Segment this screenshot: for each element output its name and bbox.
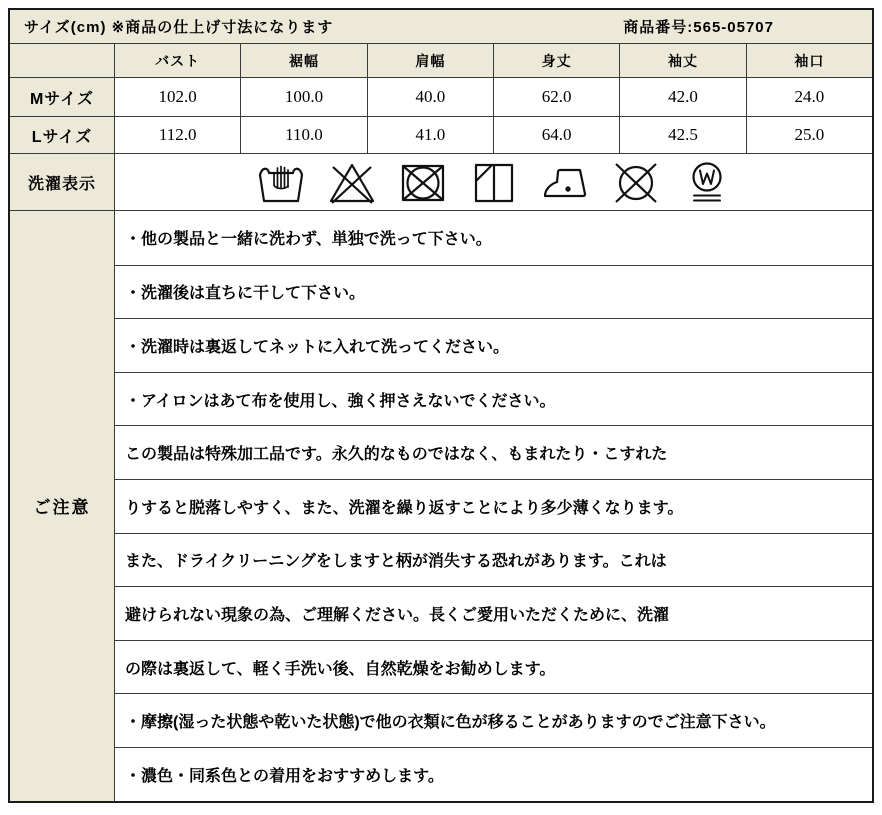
do-not-tumble-dry-icon <box>399 161 447 205</box>
l-body-length-value: 64.0 <box>493 116 619 153</box>
col-header-body-length: 身丈 <box>493 44 619 77</box>
note-line: ・洗濯後は直ちに干して下さい。 <box>114 265 872 319</box>
notes-label: ご注意 <box>10 211 114 801</box>
l-shoulder-value: 41.0 <box>367 116 493 153</box>
m-body-length-value: 62.0 <box>493 77 619 116</box>
note-line: 避けられない現象の為、ご理解ください。長くご愛用いただくために、洗濯 <box>114 586 872 640</box>
note-line: この製品は特殊加工品です。永久的なものではなく、もまれたり・こすれた <box>114 425 872 479</box>
note-line: また、ドライクリーニングをしますと柄が消失する恐れがあります。これは <box>114 533 872 587</box>
row-label-m-size: Mサイズ <box>10 77 114 116</box>
col-header-cuff: 袖口 <box>746 44 872 77</box>
l-cuff-value: 25.0 <box>746 116 872 153</box>
l-hem-value: 110.0 <box>240 116 366 153</box>
m-bust-value: 102.0 <box>114 77 240 116</box>
size-chart-table <box>8 8 874 803</box>
corner-cell <box>10 44 114 77</box>
col-header-sleeve-length: 袖丈 <box>619 44 745 77</box>
note-line: ・他の製品と一緒に洗わず、単独で洗って下さい。 <box>114 211 872 265</box>
note-line: ・アイロンはあて布を使用し、強く押さえないでください。 <box>114 372 872 426</box>
laundry-care-label: 洗濯表示 <box>10 154 114 210</box>
col-header-bust: バスト <box>114 44 240 77</box>
hand-wash-icon <box>257 161 305 205</box>
laundry-care-row <box>10 153 872 210</box>
m-shoulder-value: 40.0 <box>367 77 493 116</box>
product-number: 商品番号:565-05707 <box>623 19 774 36</box>
m-cuff-value: 24.0 <box>746 77 872 116</box>
note-line: の際は裏返して、軽く手洗い後、自然乾燥をお勧めします。 <box>114 640 872 694</box>
note-line: ・洗濯時は裏返してネットに入れて洗ってください。 <box>114 318 872 372</box>
note-line: ・摩擦(湿った状態や乾いた状態)で他の衣類に色が移ることがありますのでご注意下さい。 <box>114 693 872 747</box>
do-not-bleach-icon <box>328 161 376 205</box>
size-chart-title: サイズ(cm) ※商品の仕上げ寸法になります <box>24 19 334 36</box>
note-line: ・濃色・同系色との着用をおすすめします。 <box>114 747 872 801</box>
m-sleeve-value: 42.0 <box>619 77 745 116</box>
do-not-dry-clean-icon <box>612 161 660 205</box>
m-hem-value: 100.0 <box>240 77 366 116</box>
title-row <box>10 10 872 43</box>
l-sleeve-value: 42.5 <box>619 116 745 153</box>
l-bust-value: 112.0 <box>114 116 240 153</box>
shade-line-dry-icon <box>470 161 518 205</box>
note-line: りすると脱落しやすく、また、洗濯を繰り返すことにより多少薄くなります。 <box>114 479 872 533</box>
row-label-l-size: Lサイズ <box>10 116 114 153</box>
notes-section <box>10 210 872 801</box>
iron-low-icon <box>541 161 589 205</box>
col-header-hem-width: 裾幅 <box>240 44 366 77</box>
wet-clean-icon <box>683 161 731 205</box>
col-header-shoulder-width: 肩幅 <box>367 44 493 77</box>
laundry-care-icons <box>114 154 872 210</box>
measurement-grid <box>10 43 872 153</box>
